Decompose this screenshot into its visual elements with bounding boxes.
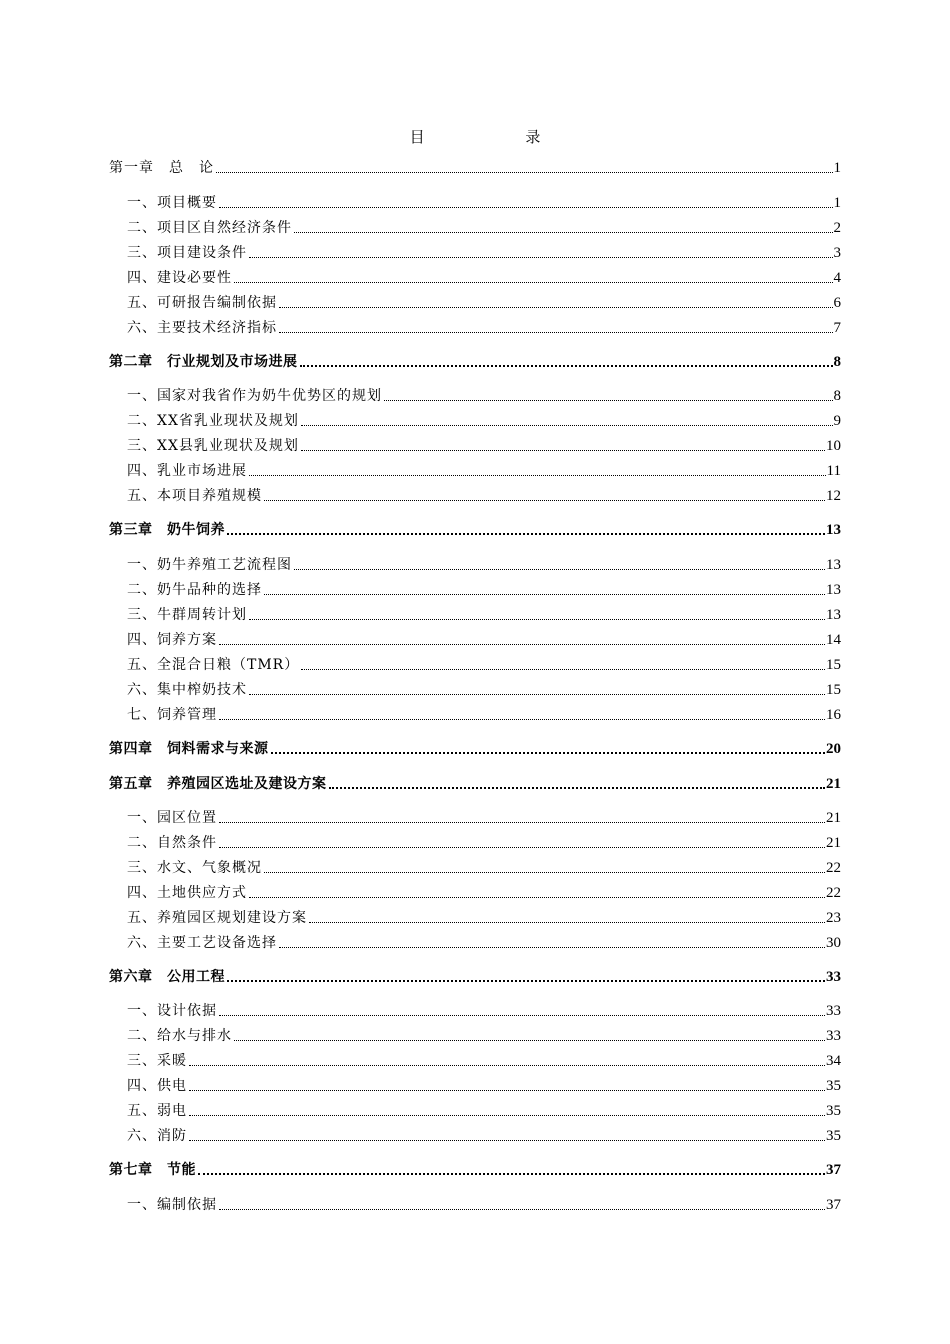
- toc-page-number: 1: [833, 195, 841, 211]
- toc-entry-label: 二、项目区自然经济条件: [127, 220, 292, 236]
- toc-title: 目 录: [409, 128, 589, 146]
- toc-entry-label: 一、编制依据: [127, 1197, 217, 1213]
- toc-page-number: 11: [826, 463, 841, 479]
- toc-chapter-entry[interactable]: [109, 155, 841, 177]
- toc-page-number: 13: [826, 557, 841, 573]
- toc-section-entry[interactable]: [109, 383, 841, 405]
- dot-leader: [189, 1089, 825, 1091]
- dot-leader: [219, 846, 825, 848]
- toc-page-number: 15: [826, 682, 841, 698]
- toc-section-entry[interactable]: [109, 905, 841, 927]
- toc-section-entry[interactable]: [109, 880, 841, 902]
- toc-page-number: 12: [826, 488, 841, 504]
- toc-section-entry[interactable]: [109, 577, 841, 599]
- dot-leader: [219, 206, 833, 208]
- toc-page-number: 23: [826, 910, 841, 926]
- toc-chapter-entry[interactable]: [109, 736, 841, 758]
- dot-leader: [300, 364, 833, 367]
- toc-entry-label: 四、建设必要性: [127, 270, 232, 286]
- toc-entry-label: 一、设计依据: [127, 1003, 217, 1019]
- dot-leader: [227, 979, 825, 982]
- toc-entry-label: 三、水文、气象概况: [127, 860, 262, 876]
- dot-leader: [216, 171, 833, 173]
- toc-section-entry[interactable]: [109, 552, 841, 574]
- toc-page-number: 21: [826, 810, 841, 826]
- dot-leader: [264, 593, 825, 595]
- dot-leader: [219, 643, 825, 645]
- toc-entry-label: 五、养殖园区规划建设方案: [127, 910, 307, 926]
- toc-entry-label: 五、本项目养殖规模: [127, 488, 262, 504]
- toc-page-number: 8: [833, 388, 841, 404]
- toc-section-entry[interactable]: [109, 1073, 841, 1095]
- toc-entry-label: 四、饲养方案: [127, 632, 217, 648]
- toc-section-entry[interactable]: [109, 855, 841, 877]
- toc-entry-label: 四、供电: [127, 1078, 187, 1094]
- toc-page-number: 33: [826, 1028, 841, 1044]
- dot-leader: [219, 1208, 825, 1210]
- toc-page-number: 30: [826, 935, 841, 951]
- toc-page-number: 16: [826, 707, 841, 723]
- toc-section-entry[interactable]: [109, 190, 841, 212]
- toc-chapter-entry[interactable]: [109, 349, 841, 371]
- toc-page-number: 7: [833, 320, 841, 336]
- toc-page-number: 34: [826, 1053, 841, 1069]
- dot-leader: [279, 946, 825, 948]
- toc-chapter-entry[interactable]: [109, 1157, 841, 1179]
- toc-page-number: 21: [826, 776, 841, 792]
- toc-chapter-entry[interactable]: [109, 771, 841, 793]
- toc-page-number: 8: [833, 354, 841, 370]
- toc-section-entry[interactable]: [109, 483, 841, 505]
- toc-entry-label: 第一章 总 论: [109, 160, 214, 176]
- toc-section-entry[interactable]: [109, 627, 841, 649]
- toc-section-entry[interactable]: [109, 602, 841, 624]
- toc-section-entry[interactable]: [109, 1123, 841, 1145]
- dot-leader: [301, 668, 825, 670]
- toc-entry-label: 第五章 养殖园区选址及建设方案: [109, 776, 327, 792]
- dot-leader: [271, 751, 826, 754]
- toc-section-entry[interactable]: [109, 240, 841, 262]
- toc-entry-label: 第二章 行业规划及市场进展: [109, 354, 298, 370]
- toc-page-number: 4: [833, 270, 841, 286]
- toc-page-number: 20: [826, 741, 841, 757]
- toc-page-number: 9: [833, 413, 841, 429]
- toc-entry-label: 三、XX县乳业现状及规划: [127, 438, 299, 454]
- toc-page-number: 13: [826, 522, 841, 538]
- dot-leader: [249, 256, 833, 258]
- toc-page-number: 22: [826, 885, 841, 901]
- dot-leader: [189, 1139, 825, 1141]
- toc-entry-label: 六、主要技术经济指标: [127, 320, 277, 336]
- dot-leader: [249, 618, 825, 620]
- toc-page-number: 33: [826, 1003, 841, 1019]
- toc-page-number: 37: [826, 1162, 841, 1178]
- toc-section-entry[interactable]: [109, 265, 841, 287]
- toc-section-entry[interactable]: [109, 1048, 841, 1070]
- toc-page-number: 10: [826, 438, 841, 454]
- toc-section-entry[interactable]: [109, 805, 841, 827]
- toc-page-number: 37: [826, 1197, 841, 1213]
- toc-chapter-entry[interactable]: [109, 517, 841, 539]
- toc-page-number: 14: [826, 632, 841, 648]
- dot-leader: [189, 1114, 825, 1116]
- dot-leader: [384, 399, 833, 401]
- toc-page-number: 6: [833, 295, 841, 311]
- toc-entry-label: 三、采暖: [127, 1053, 187, 1069]
- toc-entry-label: 三、项目建设条件: [127, 245, 247, 261]
- toc-page-number: 2: [833, 220, 841, 236]
- toc-page-number: 3: [833, 245, 841, 261]
- toc-entry-label: 一、国家对我省作为奶牛优势区的规划: [127, 388, 382, 404]
- toc-section-entry[interactable]: [109, 458, 841, 480]
- toc-section-entry[interactable]: [109, 290, 841, 312]
- dot-leader: [264, 871, 825, 873]
- toc-entry-label: 二、XX省乳业现状及规划: [127, 413, 299, 429]
- toc-entry-label: 二、给水与排水: [127, 1028, 232, 1044]
- dot-leader: [227, 532, 825, 535]
- toc-section-entry[interactable]: [109, 408, 841, 430]
- toc-entry-label: 五、可研报告编制依据: [127, 295, 277, 311]
- toc-entry-label: 第七章 节能: [109, 1162, 196, 1178]
- dot-leader: [264, 499, 825, 501]
- dot-leader: [301, 449, 825, 451]
- toc-entry-label: 第四章 饲料需求与来源: [109, 741, 269, 757]
- toc-section-entry[interactable]: [109, 677, 841, 699]
- toc-entry-label: 四、土地供应方式: [127, 885, 247, 901]
- toc-section-entry[interactable]: [109, 930, 841, 952]
- toc-entry-label: 五、弱电: [127, 1103, 187, 1119]
- toc-page-number: 33: [826, 969, 841, 985]
- toc-section-entry[interactable]: [109, 1023, 841, 1045]
- dot-leader: [219, 718, 825, 720]
- dot-leader: [279, 331, 833, 333]
- dot-leader: [294, 231, 833, 233]
- toc-section-entry[interactable]: [109, 1098, 841, 1120]
- toc-section-entry[interactable]: [109, 215, 841, 237]
- toc-page-number: 35: [826, 1128, 841, 1144]
- dot-leader: [234, 281, 833, 283]
- dot-leader: [249, 896, 825, 898]
- toc-entry-label: 二、奶牛品种的选择: [127, 582, 262, 598]
- toc-page-number: 15: [826, 657, 841, 673]
- toc-entry-label: 六、主要工艺设备选择: [127, 935, 277, 951]
- toc-page-number: 21: [826, 835, 841, 851]
- toc-page-number: 22: [826, 860, 841, 876]
- toc-section-entry[interactable]: [109, 998, 841, 1020]
- toc-entry-label: 二、自然条件: [127, 835, 217, 851]
- toc-entry-label: 一、奶牛养殖工艺流程图: [127, 557, 292, 573]
- toc-entry-label: 一、项目概要: [127, 195, 217, 211]
- toc-chapter-entry[interactable]: [109, 964, 841, 986]
- dot-leader: [329, 786, 826, 789]
- dot-leader: [219, 821, 825, 823]
- toc-entry-label: 三、牛群周转计划: [127, 607, 247, 623]
- toc-entry-label: 第六章 公用工程: [109, 969, 225, 985]
- dot-leader: [219, 1014, 825, 1016]
- toc-section-entry[interactable]: [109, 433, 841, 455]
- toc-section-entry[interactable]: [109, 830, 841, 852]
- dot-leader: [234, 1039, 825, 1041]
- dot-leader: [279, 306, 833, 308]
- dot-leader: [309, 921, 825, 923]
- dot-leader: [294, 568, 825, 570]
- toc-section-entry[interactable]: [109, 702, 841, 724]
- toc-entry-label: 六、消防: [127, 1128, 187, 1144]
- dot-leader: [249, 693, 825, 695]
- toc-entry-label: 四、乳业市场进展: [127, 463, 247, 479]
- toc-page-number: 35: [826, 1078, 841, 1094]
- toc-section-entry[interactable]: [109, 1192, 841, 1214]
- toc-entry-label: 第三章 奶牛饲养: [109, 522, 225, 538]
- toc-page-number: 1: [833, 160, 841, 176]
- toc-page-number: 13: [826, 582, 841, 598]
- dot-leader: [189, 1064, 825, 1066]
- toc-entry-label: 五、全混合日粮（TMR）: [127, 657, 300, 673]
- toc-page-number: 35: [826, 1103, 841, 1119]
- toc-page-number: 13: [826, 607, 841, 623]
- dot-leader: [249, 474, 826, 476]
- toc-entry-label: 六、集中榨奶技术: [127, 682, 247, 698]
- dot-leader: [301, 424, 833, 426]
- toc-entry-label: 一、园区位置: [127, 810, 217, 826]
- dot-leader: [198, 1172, 825, 1175]
- toc-section-entry[interactable]: [109, 315, 841, 337]
- toc-section-entry[interactable]: [109, 652, 841, 674]
- toc-entry-label: 七、饲养管理: [127, 707, 217, 723]
